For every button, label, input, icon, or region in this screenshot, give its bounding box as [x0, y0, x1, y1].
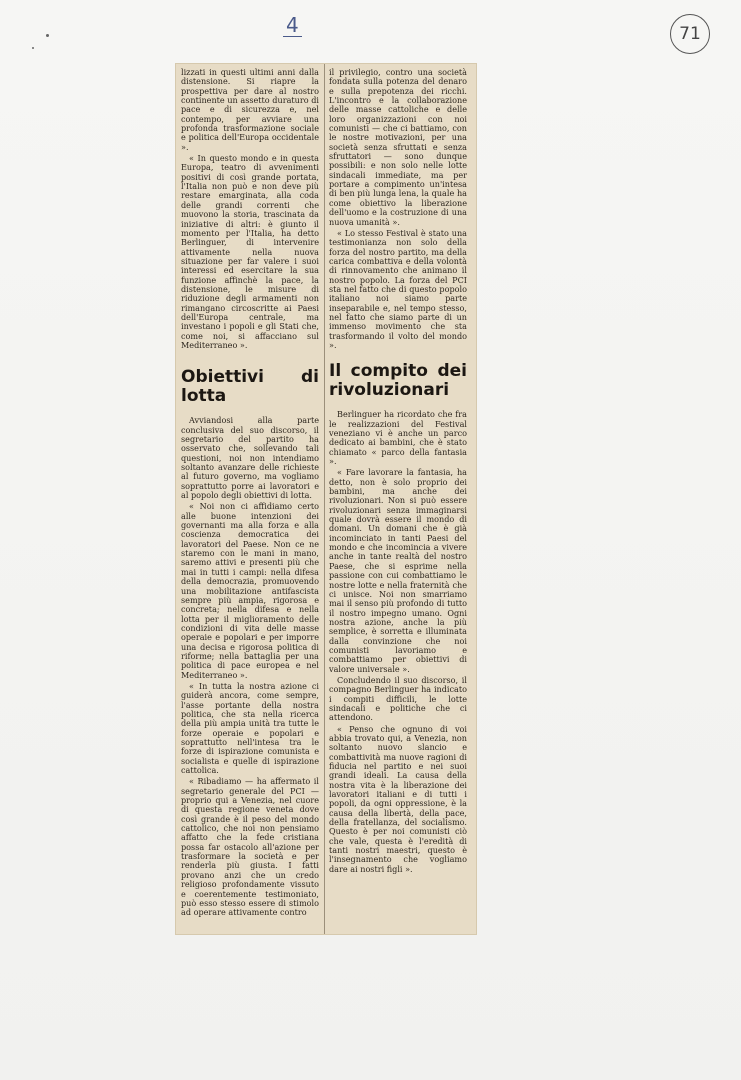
column-divider: [324, 64, 325, 934]
paragraph: « In tutta la nostra azione ci guiderà ancora, come sempre, l'asse portante della nostra politica, che sta nella ricerca della più ampia unità tra tutte le forze operaie e popolari e soprattutto nell'intesa tra le forze di ispirazione comunista e socialista e quelle di ispirazione cattolica.: [181, 680, 319, 776]
section-heading: Il compito dei rivoluzionari: [329, 361, 467, 401]
paragraph: Avviandosi alla parte conclusiva del suo discorso, il segretario del partito ha osservato che, sollevando tali questioni, noi non intendiamo soltanto avanzare delle richieste al futuro governo, ma vogliamo soprattutto porre ai lavoratori e al popolo degli obiettivi di lotta.: [181, 415, 319, 501]
paragraph: « Noi non ci affidiamo certo alle buone intenzioni dei governanti ma alla forza e alla coscienza democratica dei lavoratori del Paese. Non ce ne staremo con le mani in mano, saremo attivi e presenti più che mai in tutti i campi: nella difesa della democrazia, promuovendo una mobilitazione antifascista sempre più ampia, rigorosa e concreta; nella difesa e nella lotta per il miglioramento delle condizioni di vita delle masse operaie e popolari e per imporre una decisa e rigorosa politica di riforme; nella battaglia per una politica di pace europea e nel Mediterraneo ».: [181, 501, 319, 680]
paragraph: Berlinguer ha ricordato che fra le realizzazioni del Festival veneziano vi è anche un parco dedicato ai bambini, che è stato chiamato « parco della fantasia ».: [329, 409, 467, 467]
speck: [46, 34, 49, 37]
right-column: [329, 68, 467, 876]
newspaper-clipping: [176, 64, 476, 934]
paragraph: « In questo mondo e in questa Europa, teatro di avvenimenti positivi di così grande portata, l'Italia non può e non deve più restare emarginata, alla coda delle grandi correnti che muovono la storia, trascinata da iniziative di altri: è giunto il momento per l'Italia, ha detto Berlinguer, di intervenire attivamente nella nuova situazione per far valere i suoi interessi ed esercitare la sua funzione affinchè la pace, la distensione, le misure di riduzione degli armamenti non rimangano circoscritte ai Paesi dell'Europa centrale, ma investano i popoli e gli Stati che, come noi, si affacciano sul Mediterraneo ».: [181, 153, 319, 350]
paragraph: « Lo stesso Festival è stato una testimonianza non solo della forza del nostro partito, ma della carica combattiva e della volontà di rinnovamento che animano il nostro popolo. La forza del PCI sta nel fatto che di questo popolo italiano noi siamo parte inseparabile e, nel tempo stesso, nel fatto che siamo parte di un immenso movimento che sta trasformando il volto del mondo ».: [329, 227, 467, 350]
handwritten-page-number: 4: [283, 14, 302, 37]
left-column: [181, 68, 319, 920]
section-heading: Obiettivi di lotta: [181, 367, 319, 407]
paragraph: « Ribadiamo — ha affermato il segretario generale del PCI — proprio qui a Venezia, nel cuore di questa regione veneta dove così grande è il peso del mondo cattolico, che noi non pensiamo affatto che la fede cristiana possa far ostacolo all'azione per trasformare la società e per renderla più giusta. I fatti provano anzi che un credo religioso profondamente vissuto e coerentemente testimoniato, può esso stesso essere di stimolo ad operare attivamente contro: [181, 776, 319, 918]
paragraph: « Fare lavorare la fantasia, ha detto, non è solo proprio dei bambini, ma anche dei rivoluzionari. Non si può essere rivoluzionari senza immaginarsi quale dovrà essere il mondo di domani. Un domani che è già incominciato in tanti Paesi del mondo e che incomincia a vivere anche in tante realtà del nostro Paese, che si esprime nella passione con cui combattiamo le nostre lotte e nella fraternità che ci unisce. Noi non smarriamo mai il senso più profondo di tutto il nostro impegno umano. Ogni nostra azione, anche la più semplice, è sorretta e illuminata dalla convinzione che noi comunisti lavoriamo e combattiamo per obiettivi di valore universale ».: [329, 467, 467, 674]
circled-archive-number: 71: [670, 14, 710, 54]
speck: [32, 47, 34, 49]
paragraph: Concludendo il suo discorso, il compagno Berlinguer ha indicato i compiti difficili, le lotte sindacali e politiche che ci attendono.: [329, 674, 467, 723]
paragraph: « Penso che ognuno di voi abbia trovato qui, a Venezia, non soltanto nuovo slancio e combattività ma nuove ragioni di fiducia nel partito e nei suoi grandi ideali. La causa della nostra vita è la liberazione dei lavoratori italiani e di tutti i popoli, da ogni oppressione, è la causa della libertà, della pace, della fratellanza, del socialismo. Questo è per noi comunisti ciò che vale, questa è l'eredità di tanti nostri maestri, questo è l'insegnamento che vogliamo dare ai nostri figli ».: [329, 723, 467, 874]
paragraph: il privilegio, contro una società fondata sulla potenza del denaro e sulla prepotenza dei ricchi. L'incontro e la collaborazione delle masse cattoliche e delle loro organizzazioni con noi comunisti — che ci battiamo, con le nostre motivazioni, per una società senza sfruttati e senza sfruttatori — sono dunque possibili: e non solo nelle lotte sindacali immediate, ma per portare a compimento un'intesa di ben più lunga lena, la quale ha come obiettivo la liberazione dell'uomo e la costruzione di una nuova umanità ».: [329, 67, 467, 227]
paragraph: lizzati in questi ultimi anni dalla distensione. Si riapre la prospettiva per dare al nostro continente un assetto duraturo di pace e di sicurezza e, nel contempo, per avviare una profonda trasformazione sociale e politica dell'Europa occidentale ».: [181, 67, 319, 152]
